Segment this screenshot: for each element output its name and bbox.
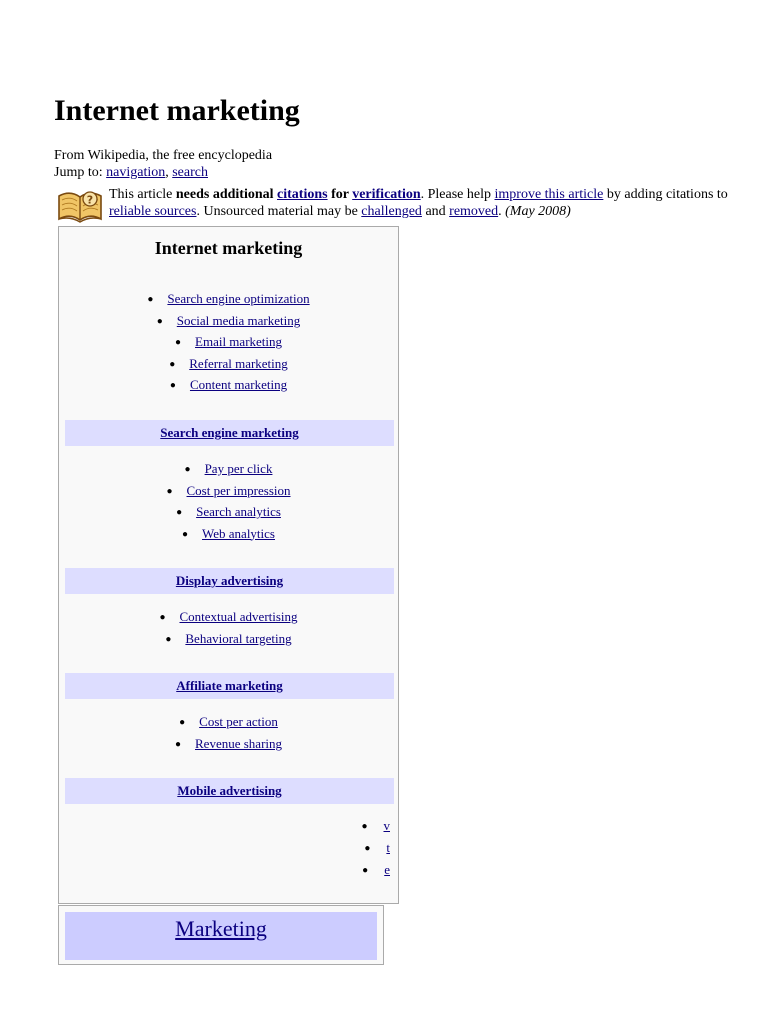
group-header-display-advertising: [65, 568, 394, 594]
search-engine-marketing-link[interactable]: Search engine marketing: [160, 425, 299, 440]
list-item: ● Social media marketing: [156, 312, 301, 328]
notice-text-6: .: [498, 204, 506, 219]
web-analytics-link[interactable]: Web analytics: [202, 525, 275, 541]
jump-separator: ,: [165, 165, 169, 180]
navbox-top-list: [59, 288, 398, 396]
marketing-header: [65, 912, 377, 960]
notice-bold-1: needs additional: [175, 187, 278, 202]
notice-text-2: . Please help: [420, 187, 495, 202]
edit-template-link[interactable]: e: [384, 862, 390, 877]
jump-navigation-link[interactable]: navigation: [106, 165, 166, 180]
jump-search-link[interactable]: search: [172, 165, 208, 180]
mobile-advertising-link[interactable]: Mobile advertising: [177, 783, 282, 798]
page-title: Internet marketing: [54, 94, 300, 127]
marketing-link[interactable]: Marketing: [175, 916, 267, 941]
navbox-vte-links: [361, 815, 390, 881]
list-item: ● Revenue sharing: [174, 735, 283, 751]
email-marketing-link[interactable]: Email marketing: [195, 334, 283, 349]
notice-text-5: and: [421, 204, 450, 219]
search-engine-marketing-list: [59, 458, 398, 544]
list-item: ● v: [361, 818, 390, 833]
list-item: ● Behavioral targeting: [165, 630, 292, 646]
improve-article-link[interactable]: improve this article: [494, 187, 604, 202]
group-header-affiliate-marketing: [65, 673, 394, 699]
list-item: ● t: [364, 840, 390, 855]
list-item: ● Contextual advertising: [159, 609, 298, 624]
list-item: ● Pay per click: [184, 461, 273, 476]
contextual-advertising-link[interactable]: Contextual advertising: [179, 609, 298, 624]
notice-text: [109, 186, 749, 220]
list-item: ● Cost per impression: [166, 482, 291, 498]
talk-template-link[interactable]: t: [386, 840, 390, 855]
svg-text:?: ?: [86, 193, 94, 207]
citations-link[interactable]: citations: [277, 187, 328, 202]
list-item: ● Search analytics: [176, 504, 281, 519]
group-header-search-engine-marketing: [65, 420, 394, 446]
list-item: ● Web analytics: [181, 525, 275, 541]
jump-to-bar: [54, 164, 208, 181]
social-media-marketing-link[interactable]: Social media marketing: [176, 312, 301, 328]
group-header-mobile-advertising: [65, 778, 394, 804]
behavioral-targeting-link[interactable]: Behavioral targeting: [185, 630, 292, 646]
notice-text-4: . Unsourced material may be: [196, 204, 362, 219]
cost-per-action-link[interactable]: Cost per action: [199, 714, 278, 729]
list-item: ● Referral marketing: [169, 355, 288, 371]
notice-bold-2: for: [327, 187, 353, 202]
display-advertising-link[interactable]: Display advertising: [175, 573, 284, 588]
list-item: ● Search engine optimization: [147, 291, 310, 306]
removed-link[interactable]: removed: [449, 204, 499, 219]
revenue-sharing-link[interactable]: Revenue sharing: [195, 735, 283, 751]
list-item: ● Content marketing: [169, 377, 288, 392]
internet-marketing-navbox: [58, 226, 399, 904]
notice-text-1: This article: [109, 187, 176, 202]
verification-link[interactable]: verification: [352, 187, 421, 202]
seo-link[interactable]: Search engine optimization: [167, 291, 310, 306]
affiliate-marketing-list: [59, 711, 398, 754]
notice-text-3: by adding citations to: [603, 187, 728, 202]
citation-notice: [54, 186, 734, 224]
affiliate-marketing-link[interactable]: Affiliate marketing: [176, 678, 283, 693]
jump-to-label: Jump to:: [54, 165, 103, 180]
list-item: ● e: [362, 862, 390, 877]
reliable-sources-link[interactable]: reliable sources: [109, 204, 197, 219]
list-item: ● Cost per action: [179, 714, 278, 729]
pay-per-click-link[interactable]: Pay per click: [204, 461, 273, 476]
list-item: ● Email marketing: [174, 334, 283, 349]
content-marketing-link[interactable]: Content marketing: [189, 377, 288, 392]
marketing-navbox: [58, 905, 384, 965]
referral-marketing-link[interactable]: Referral marketing: [189, 355, 288, 371]
view-template-link[interactable]: v: [383, 818, 390, 833]
challenged-link[interactable]: challenged: [361, 204, 422, 219]
book-question-icon: [56, 186, 104, 224]
display-advertising-list: [59, 606, 398, 649]
notice-date: (May 2008): [505, 204, 571, 219]
navbox-title: Internet marketing: [154, 238, 303, 258]
cost-per-impression-link[interactable]: Cost per impression: [186, 482, 291, 498]
tagline: From Wikipedia, the free encyclopedia: [54, 148, 273, 163]
search-analytics-link[interactable]: Search analytics: [196, 504, 281, 519]
